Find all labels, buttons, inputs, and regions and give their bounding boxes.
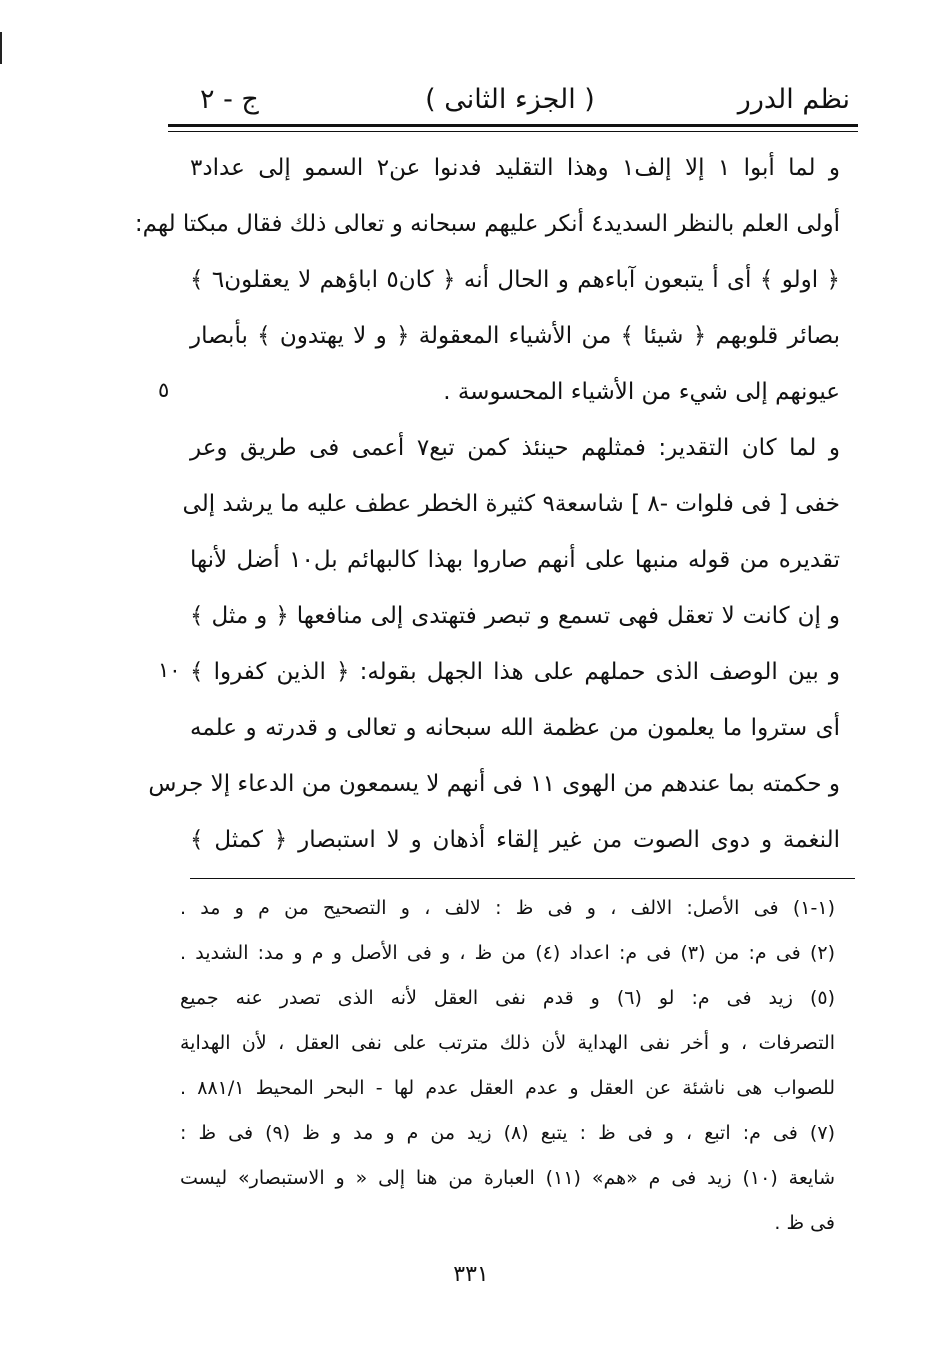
text-line: بصائر قلوبهم ﴿ شيئا ﴾ من الأشياء المعقولة ﴿ و لا يهتدون ﴾ بأبصار: [190, 323, 840, 349]
text-line: أى ستروا ما يعلمون من عظمة الله سبحانه و تعالى و قدرته و علمه: [190, 715, 840, 741]
footnote-line: (٢) فى م: من (٣) فى م: اعداد (٤) من ظ ، و فى الأصل و م و مد: الشديد .: [180, 942, 836, 964]
scan-edge-mark: [0, 32, 2, 64]
header-rule-thick: [168, 124, 858, 127]
footnote-line: التصرفات ، و أخر نفى الهداية لأن ذلك مترتب على نفى العقل ، لأن الهداية: [180, 1032, 835, 1054]
footnotes: [180, 886, 835, 1246]
text-line: تقديره من قوله منبها على أنهم صاروا بهذا كالبهائم بل١٠ أضل لأنها: [190, 547, 840, 573]
footnote-line: شايعة (١٠) زيد فى م «هم» (١١) العبارة من هنا إلى « و الاستبصار» ليست: [180, 1167, 835, 1189]
text-line: و إن كانت لا تعقل فهى تسمع و تبصر فتهتدى إلى منافعها ﴿ و مثل ﴾: [190, 603, 840, 629]
text-line: ﴿ اولو ﴾ أى أ يتبعون آباءهم و الحال أنه ﴿ كان٥ اباؤهم لا يعقلون٦ ﴾: [190, 267, 840, 293]
page-number: ٣٣١: [453, 1262, 489, 1287]
footnote-line: (٥) زيد فى م: لو (٦) و قدم نفى العقل لأنه الذى تصدر عنه جميع: [180, 987, 836, 1009]
text-line: و لما كان التقدير: فمثلهم حينئذ كمن تبع٧ أعمى فى طريق وعر: [190, 435, 840, 461]
footnote-line: فى ظ .: [774, 1212, 835, 1234]
text-line: عيونهم إلى شيء من الأشياء المحسوسة .: [443, 379, 840, 405]
footnote-line: للصواب هى ناشئة عن العقل و عدم العقل عدم لها - البحر المحيط ٨٨١/١ .: [180, 1077, 835, 1099]
footnote-line: (٧) فى م: اتبع ، و فى ظ : يتبع (٨) زيد من م و مد و ظ (٩) فى ظ :: [180, 1122, 835, 1144]
footnote-rule: [190, 878, 855, 879]
text-line: و حكمته بما عندهم من الهوى ١١ فى أنهم لا يسمعون من الدعاء إلا جرس: [148, 771, 840, 797]
volume-label: ج - ٢: [200, 84, 259, 115]
line-number-5: ٥: [158, 378, 170, 402]
running-header: [170, 80, 850, 122]
line-number-10: ١٠: [158, 658, 181, 682]
book-title: نظم الدرر: [737, 84, 850, 115]
text-line: النغمة و دوى الصوت من غير إلقاء أذهان و لا استبصار ﴿ كمثل ﴾: [190, 827, 840, 853]
text-line: و بين الوصف الذى حملهم على هذا الجهل بقوله: ﴿ الذين كفروا ﴾: [190, 659, 840, 685]
text-line: أولى العلم بالنظر السديد٤ أنكر عليهم سبحانه و تعالى ذلك فقال مبكتا لهم:: [134, 211, 840, 237]
text-line: خفى [ فى فلوات -٨ ] شاسعة٩ كثيرة الخطر عطف عليه ما يرشد إلى: [182, 491, 840, 517]
footnote-line: (١-١) فى الأصل: الالف ، و فى ظ : لالف ، و التصحيح من م و مد .: [180, 897, 835, 919]
part-title: ( الجزء الثانى ): [425, 84, 595, 115]
header-rule-thin: [168, 131, 858, 132]
text-line: و لما أبوا ١ إلا إلف١ وهذا التقليد فدنوا عن٢ السمو إلى عداد٣: [190, 155, 840, 181]
main-text: [134, 140, 840, 868]
